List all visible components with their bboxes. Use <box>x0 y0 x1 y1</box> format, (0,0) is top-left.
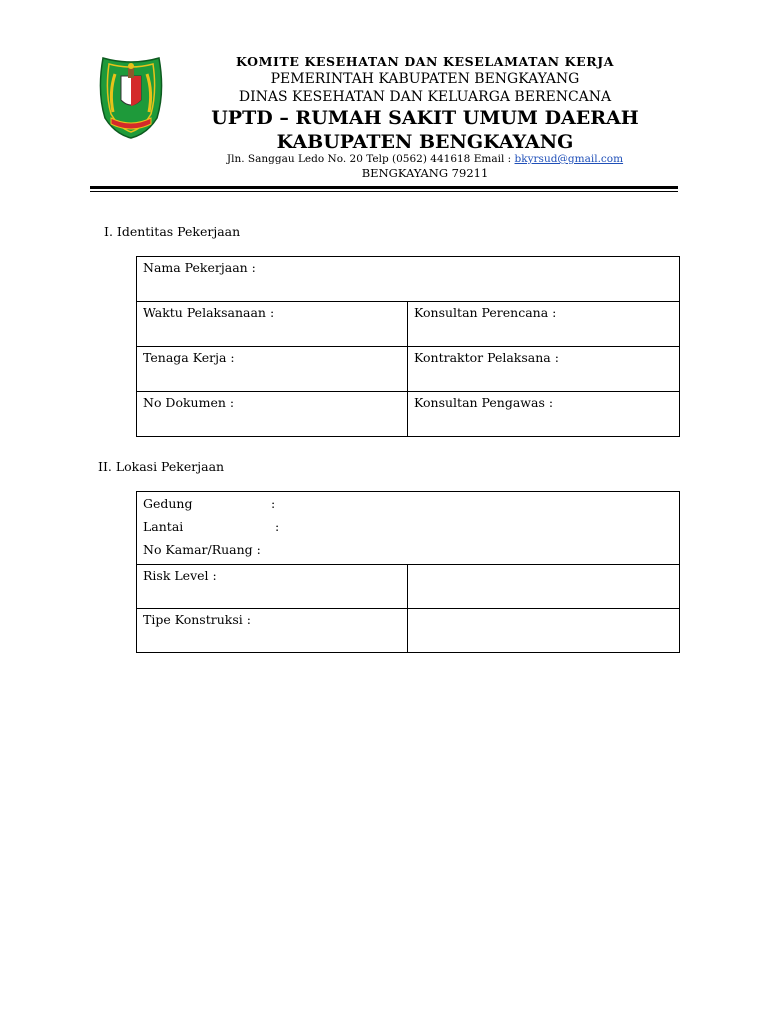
tipe-konstruksi-value-cell[interactable] <box>408 609 680 653</box>
lantai-row <box>143 515 673 538</box>
nama-pekerjaan-field[interactable] <box>137 257 680 302</box>
header-department: DINAS KESEHATAN DAN KELUARGA BERENCANA <box>238 89 612 105</box>
header-government: PEMERINTAH KABUPATEN BENGKAYANG <box>270 71 580 87</box>
tenaga-kerja-field[interactable] <box>137 347 408 392</box>
header-hospital: UPTD – RUMAH SAKIT UMUM DAERAH <box>211 107 639 129</box>
waktu-pelaksanaan-field[interactable] <box>137 302 408 347</box>
konsultan-pengawas-field[interactable] <box>408 392 680 437</box>
konsultan-perencana-label: Konsultan Perencana : <box>414 305 557 320</box>
gedung-row <box>143 492 673 515</box>
risk-level-label: Risk Level : <box>143 568 217 583</box>
tenaga-kerja-label: Tenaga Kerja : <box>143 350 235 365</box>
nama-pekerjaan-label: Nama Pekerjaan : <box>143 260 256 275</box>
gedung-colon: : <box>271 496 276 511</box>
konsultan-perencana-field[interactable] <box>408 302 680 347</box>
header-address <box>190 153 660 165</box>
bengkayang-emblem-icon <box>95 52 167 140</box>
no-kamar-label: No Kamar/Ruang : <box>143 542 261 557</box>
address-text: Jln. Sanggau Ledo No. 20 Telp (0562) 441618 Email : <box>226 153 515 165</box>
risk-level-label-cell <box>137 565 408 609</box>
email-link[interactable]: bkyrsud@gmail.com <box>514 153 624 165</box>
header-committee: KOMITE KESEHATAN DAN KESELAMATAN KERJA <box>235 54 615 69</box>
no-dokumen-field[interactable] <box>137 392 408 437</box>
kontraktor-pelaksana-field[interactable] <box>408 347 680 392</box>
lantai-colon: : <box>275 519 280 534</box>
header-divider-thin <box>90 191 678 192</box>
lokasi-table <box>136 491 680 653</box>
konsultan-pengawas-label: Konsultan Pengawas : <box>414 395 554 410</box>
section-identitas-title: I. Identitas Pekerjaan <box>104 224 241 239</box>
no-dokumen-label: No Dokumen : <box>143 395 235 410</box>
tipe-konstruksi-label: Tipe Konstruksi : <box>143 612 251 627</box>
section-lokasi-title: II. Lokasi Pekerjaan <box>98 459 225 474</box>
header-city: BENGKAYANG 79211 <box>361 166 489 180</box>
header-regency: KABUPATEN BENGKAYANG <box>276 131 574 153</box>
tipe-konstruksi-label-cell <box>137 609 408 653</box>
lokasi-field[interactable] <box>137 492 680 565</box>
header-divider-thick <box>90 186 678 189</box>
risk-level-value-cell[interactable] <box>408 565 680 609</box>
identitas-table <box>136 256 680 437</box>
kontraktor-pelaksana-label: Kontraktor Pelaksana : <box>414 350 559 365</box>
gedung-label: Gedung <box>143 496 193 511</box>
waktu-pelaksanaan-label: Waktu Pelaksanaan : <box>143 305 275 320</box>
no-kamar-row <box>143 538 673 561</box>
lantai-label: Lantai <box>143 519 184 534</box>
